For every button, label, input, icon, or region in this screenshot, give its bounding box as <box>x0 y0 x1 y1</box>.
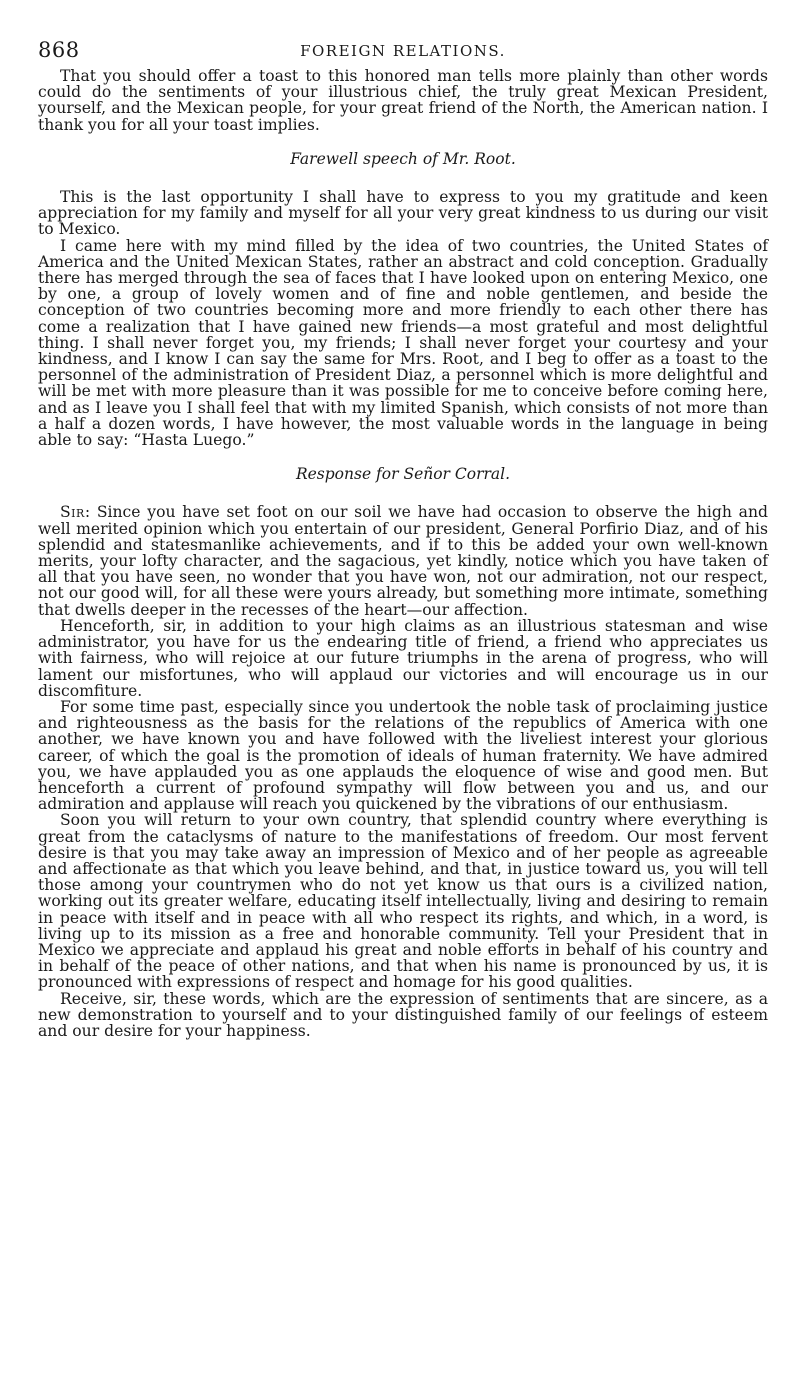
paragraph: I came here with my mind filled by the idea of two countries, the United States of America and the United Mexican States, rather an abstract and cold conception. Gradually there has merged through the sea of faces that I have looked upon on entering Mexico, one by one, a group of lovely women and of fine and noble gentlemen, and beside the conception of two countries becoming more and more friendly to each other there has come a realization that I have gained new friends—a most grateful and most delightful thing. I shall never forget you, my friends; I shall never forget your courtesy and your kindness, and I know I can say the same for Mrs. Root, and I beg to offer as a toast to the personnel of the administration of President Diaz, a personnel which is more delightful and will be met with more pleasure than it was possible for me to conceive before coming here, and as I leave you I shall feel that with my limited Spanish, which consists of not more than a half a dozen words, I have however, the most valuable words in the language in being able to say: “Hasta Luego.” <box>38 236 768 450</box>
paragraph-salutation <box>38 504 768 617</box>
section-title-farewell-speech: Farewell speech of Mr. Root. <box>290 149 516 168</box>
paragraph-text: : Since you have set foot on our soil we have had occasion to observe the high and well merited opinion which you entertain of our president, General Porfirio Diaz, and of his splendid and statesmanlike achievements, and if to this be added your own well-known merits, your lofty character, and the sagacious, yet kindly, notice which you have taken of all that you have seen, no wonder that you have won, not our admiration, not our respect, not our good will, for all these were yours already, but something more intimate, something that dwells deeper in the recesses of the heart—our affection. <box>38 503 768 619</box>
section-title-response-corral: Response for Señor Corral. <box>295 465 511 484</box>
document-page <box>38 38 768 1039</box>
page-number: 868 <box>38 38 80 62</box>
salutation-word: Sir <box>60 503 85 522</box>
paragraph: For some time past, especially since you undertook the noble task of proclaiming justice and righteousness as the basis for the relations of the republics of America with one another, we have known you and have followed with the liveliest interest your glorious career, of which the goal is the promotion of ideals of human fraternity. We have admired you, we have applauded you as one applauds the eloquence of wise and good men. But henceforth a current of profound sympathy will flow between you and us, and our admiration and applause will reach you quickened by the vibrations of our enthusiasm. <box>38 697 768 814</box>
paragraph: Henceforth, sir, in addition to your high claims as an illustrious statesman and wise administrator, you have for us the endearing title of friend, a friend who appreciates us with fairness, who will rejoice at our future triumphs in the arena of progress, who will lament our misfortunes, who will applaud our victories and will encourage us in our discomfiture. <box>38 616 768 700</box>
paragraph: Receive, sir, these words, which are the expression of sentiments that are sincere, as a new demonstration to yourself and to your distinguished family of our feelings of esteem and our desire for your happiness. <box>38 989 768 1040</box>
paragraph: Soon you will return to your own country, that splendid country where everything is great from the cataclysms of nature to the manifestations of freedom. Our most fervent desire is that you may take away an impression of Mexico and of her people as agreeable and affectionate as that which you leave behind, and that, in justice toward us, you will tell those among your countrymen who do not yet know us that ours is a civilized nation, working out its greater welfare, educating itself intellectually, living and desiring to remain in peace with itself and in peace with all who respect its rights, and which, in a word, is living up to its mission as a free and honorable community. Tell your President that in Mexico we appreciate and applaud his great and noble efforts in behalf of his country and in behalf of the peace of other nations, and that when his name is pronounced by us, it is pronounced with expressions of respect and homage for his good qualities. <box>38 811 768 992</box>
paragraph: This is the last opportunity I shall have to express to you my gratitude and keen appreciation for my family and myself for all your very great kindness to us during our visit to Mexico. <box>38 188 768 239</box>
page-header <box>38 38 768 68</box>
document-body <box>38 68 768 1039</box>
intro-paragraph: That you should offer a toast to this honored man tells more plainly than other words could do the sentiments of your illustrious chief, the truly great Mexican President, yourself, and the Mexican people, for your great friend of the North, the American nation. I thank you for all your toast implies. <box>38 67 768 134</box>
running-head: FOREIGN RELATIONS. <box>300 42 506 60</box>
